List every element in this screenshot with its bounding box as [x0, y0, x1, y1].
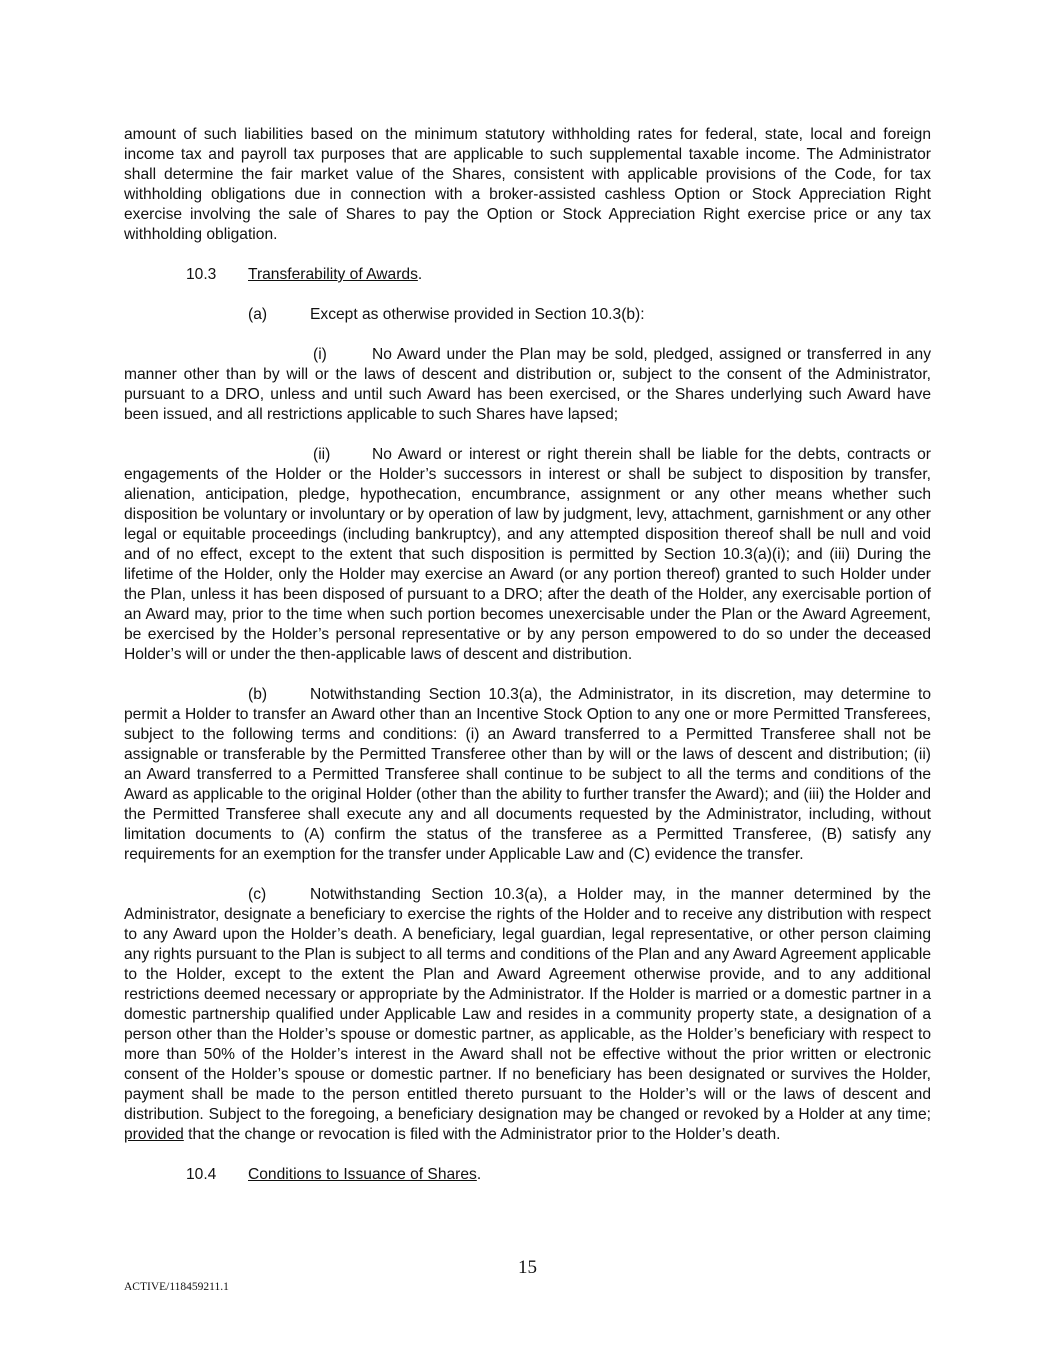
item-label: (i): [313, 346, 327, 363]
section-title: Conditions to Issuance of Shares: [248, 1166, 477, 1183]
section-number: 10.3: [186, 266, 217, 283]
paragraph-i: [124, 345, 931, 425]
paragraph-ii: [124, 445, 931, 665]
item-text: Notwithstanding Section 10.3(a), a Holder may, in the manner determined by the Administrator, designate a beneficiary to exercise the rights of the Holder and to receive any distribution with respect to any Award upon the Holder’s death. A beneficiary, legal guardian, legal representative, or other person claiming any rights pursuant to the Plan is subject to all terms and conditions of the Plan and any Award Agreement applicable to the Holder, except to the extent the Plan and Award Agreement otherwise provide, and to any additional restrictions deemed necessary or appropriate by the Administrator. If the Holder is married or a domestic partner in a domestic partnership qualified under Applicable Law and resides in a community property state, a designation of a person other than the Holder’s spouse or domestic partner, as applicable, as the Holder’s beneficiary with respect to more than 50% of the Holder’s interest in the Award shall not be effective without the prior written or electronic consent of the Holder’s spouse or domestic partner. If no beneficiary has been designated or survives the Holder, payment shall be made to the person entitled thereto pursuant to the Holder’s will or the laws of descent and distribution. Subject to the foregoing, a beneficiary designation may be changed or revoked by a Holder at any time;: [124, 886, 931, 1123]
page-number: 15: [518, 1257, 537, 1278]
item-label: (a): [248, 306, 268, 323]
item-text: No Award under the Plan may be sold, pledged, assigned or transferred in any manner other than by will or the laws of descent and distribution or, subject to the consent of the Administrator, pursuant to a DRO, unless and until such Award has been exercised, or the Shares underlying such Award have been issued, and all restrictions applicable to such Shares have lapsed;: [124, 346, 931, 423]
underlined-term: provided: [124, 1126, 184, 1143]
item-text: No Award or interest or right therein shall be liable for the debts, contracts or engagements of the Holder or the Holder’s successors in interest or shall be subject to disposition by transfer, alienation, anticipation, pledge, hypothecation, encumbrance, assignment or any other means whether such disposition be voluntary or involuntary or by operation of law by judgment, levy, attachment, garnishment or any other legal or equitable proceedings (including bankruptcy), and any attempted disposition thereof shall be null and void and of no effect, except to the extent that such disposition is permitted by Section 10.3(a)(i); and (iii) During the lifetime of the Holder, only the Holder may exercise an Award (or any portion thereof) granted to such Holder under the Plan, unless it has been disposed of pursuant to a DRO; after the death of the Holder, any exercisable portion of an Award may, prior to the time when such portion becomes unexercisable under the Plan or the Award Agreement, be exercised by the Holder’s personal representative or by any person empowered to do so under the deceased Holder’s will or under the then-applicable laws of descent and distribution.: [124, 446, 931, 663]
section-heading-10-3: 10.3 Transferability of Awards.: [186, 266, 423, 283]
paragraph-b: [124, 685, 931, 865]
item-text: Notwithstanding Section 10.3(a), the Administrator, in its discretion, may determine to permit a Holder to transfer an Award other than an Incentive Stock Option to any one or more Permitted Transferees, subject to the following terms and conditions: (i) an Award transferred to a Permitted Transferee shall not be assignable or transferable by the Permitted Transferee other than by will or the laws of descent and distribution; (ii) an Award transferred to a Permitted Transferee shall continue to be subject to all the terms and conditions of the Award as applicable to the original Holder (other than the ability to further transfer the Award); and (iii) the Holder and the Permitted Transferee shall execute any and all documents requested by the Administrator, including, without limitation documents to (A) confirm the status of the transferee as a Permitted Transferee, (B) satisfy any requirements for an exemption for the transfer under Applicable Law and (C) evidence the transfer.: [124, 686, 931, 863]
paragraph-c: [124, 885, 931, 1145]
item-text-end: that the change or revocation is filed with the Administrator prior to the Holder’s death.: [183, 1126, 781, 1143]
document-body: [124, 125, 931, 1205]
paragraph-a: [124, 305, 931, 325]
section-heading-10-4: 10.4 Conditions to Issuance of Shares.: [186, 1166, 482, 1183]
item-label: (b): [248, 686, 268, 703]
section-number: 10.4: [186, 1166, 217, 1183]
item-text: Except as otherwise provided in Section 10.3(b):: [310, 306, 645, 323]
item-label: (ii): [313, 446, 331, 463]
item-label: (c): [248, 886, 267, 903]
document-footer-id: ACTIVE/118459211.1: [124, 1281, 229, 1293]
section-title: Transferability of Awards: [248, 266, 418, 283]
paragraph-withholding: amount of such liabilities based on the minimum statutory withholding rates for federal, state, local and foreign income tax and payroll tax purposes that are applicable to such supplemental taxable income. The Administrator shall determine the fair market value of the Shares, consistent with applicable provisions of the Code, for tax withholding obligations due in connection with a broker-assisted cashless Option or Stock Appreciation Right exercise involving the sale of Shares to pay the Option or Stock Appreciation Right exercise price or any tax withholding obligation.: [124, 126, 931, 243]
